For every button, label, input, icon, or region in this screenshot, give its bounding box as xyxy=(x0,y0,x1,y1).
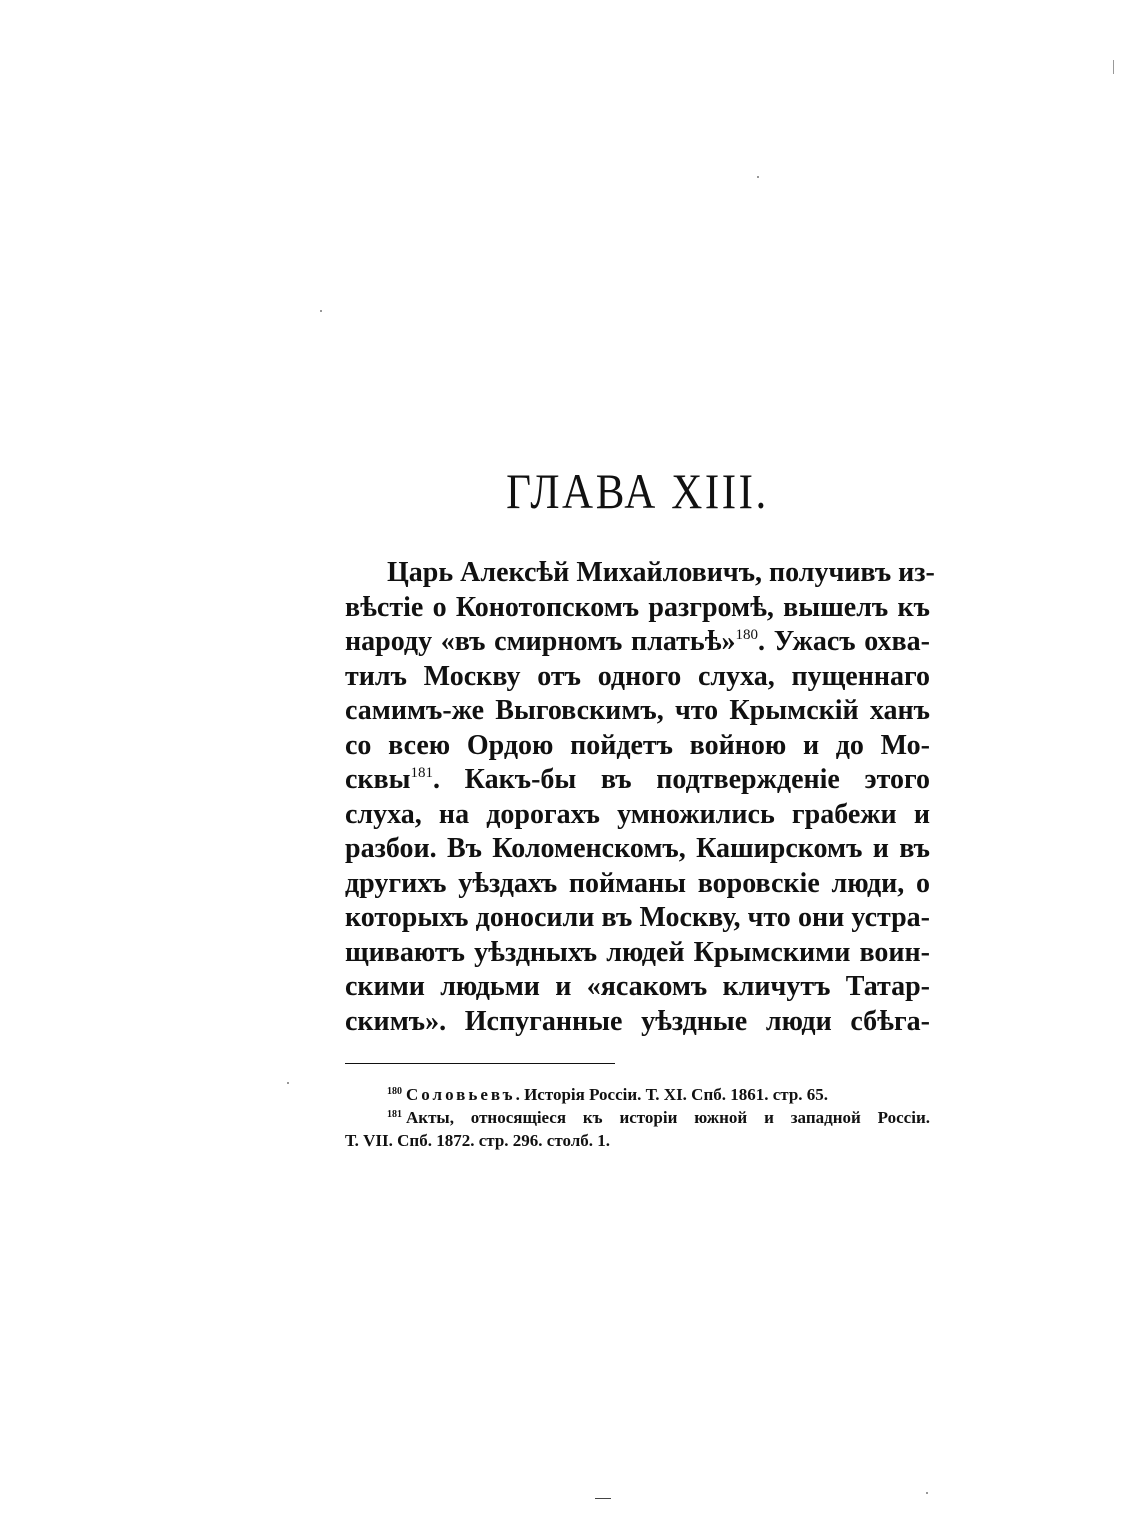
footnote-181 xyxy=(345,1106,930,1129)
scan-edge-mark xyxy=(1113,60,1114,74)
chapter-title: ГЛАВА XIII. xyxy=(506,463,769,519)
body-line-text: . Ужасъ охва- xyxy=(758,626,930,657)
body-line: тилъ Москву отъ одного слуха, пущеннаго xyxy=(345,660,930,692)
footnote-separator xyxy=(345,1063,615,1064)
body-line: щиваютъ уѣздныхъ людей Крымскими воин- xyxy=(345,936,930,968)
body-line-text: сквы xyxy=(345,764,411,795)
body-line: скими людьми и «ясакомъ кличутъ Татар- xyxy=(345,971,930,1002)
footnote-number: 181 xyxy=(387,1109,402,1120)
scan-speck xyxy=(926,1492,928,1494)
page-mark xyxy=(595,1498,611,1499)
footnote-number: 180 xyxy=(387,1086,402,1097)
body-line xyxy=(345,625,930,660)
body-line: разбои. Въ Коломенскомъ, Каширскомъ и въ xyxy=(345,833,930,864)
footnote-text: . Исторія Россіи. Т. XI. Спб. 1861. стр. 65. xyxy=(515,1085,829,1104)
footnote-reference: 181 xyxy=(410,765,434,781)
footnote-author: Соловьевъ xyxy=(406,1085,516,1104)
footnotes xyxy=(345,1083,930,1152)
body-line: со всею Ордою пойдетъ войною и до Мо- xyxy=(345,729,930,761)
body-line: другихъ уѣздахъ пойманы воровскіе люди, о xyxy=(345,867,930,899)
body-line xyxy=(345,763,930,798)
body-line: скимъ». Испуганные уѣздные люди сбѣга- xyxy=(345,1005,930,1037)
body-text xyxy=(345,556,935,1039)
body-line: Царь Алексѣй Михайловичъ, получивъ из- xyxy=(387,557,935,588)
footnote-text: Акты, относящіеся къ исторіи южной и западной Россіи. xyxy=(406,1108,930,1127)
body-line-text: народу «въ смирномъ платьѣ» xyxy=(345,626,736,657)
body-line-text: . Какъ-бы въ подтвержденіе этого xyxy=(433,764,930,795)
body-line: слуха, на дорогахъ умножились грабежи и xyxy=(345,798,930,830)
scan-speck xyxy=(757,176,759,178)
footnote-reference: 180 xyxy=(735,627,759,643)
footnote-continuation: Т. VII. Спб. 1872. стр. 296. столб. 1. xyxy=(345,1131,611,1150)
scan-speck xyxy=(320,310,322,312)
footnote-180 xyxy=(345,1083,930,1106)
scan-speck xyxy=(287,1082,289,1084)
body-line: самимъ-же Выговскимъ, что Крымскій ханъ xyxy=(345,695,930,726)
body-line: вѣстіе о Конотопскомъ разгромѣ, вышелъ къ xyxy=(345,591,930,623)
body-line: которыхъ доносили въ Москву, что они устра- xyxy=(345,902,930,933)
